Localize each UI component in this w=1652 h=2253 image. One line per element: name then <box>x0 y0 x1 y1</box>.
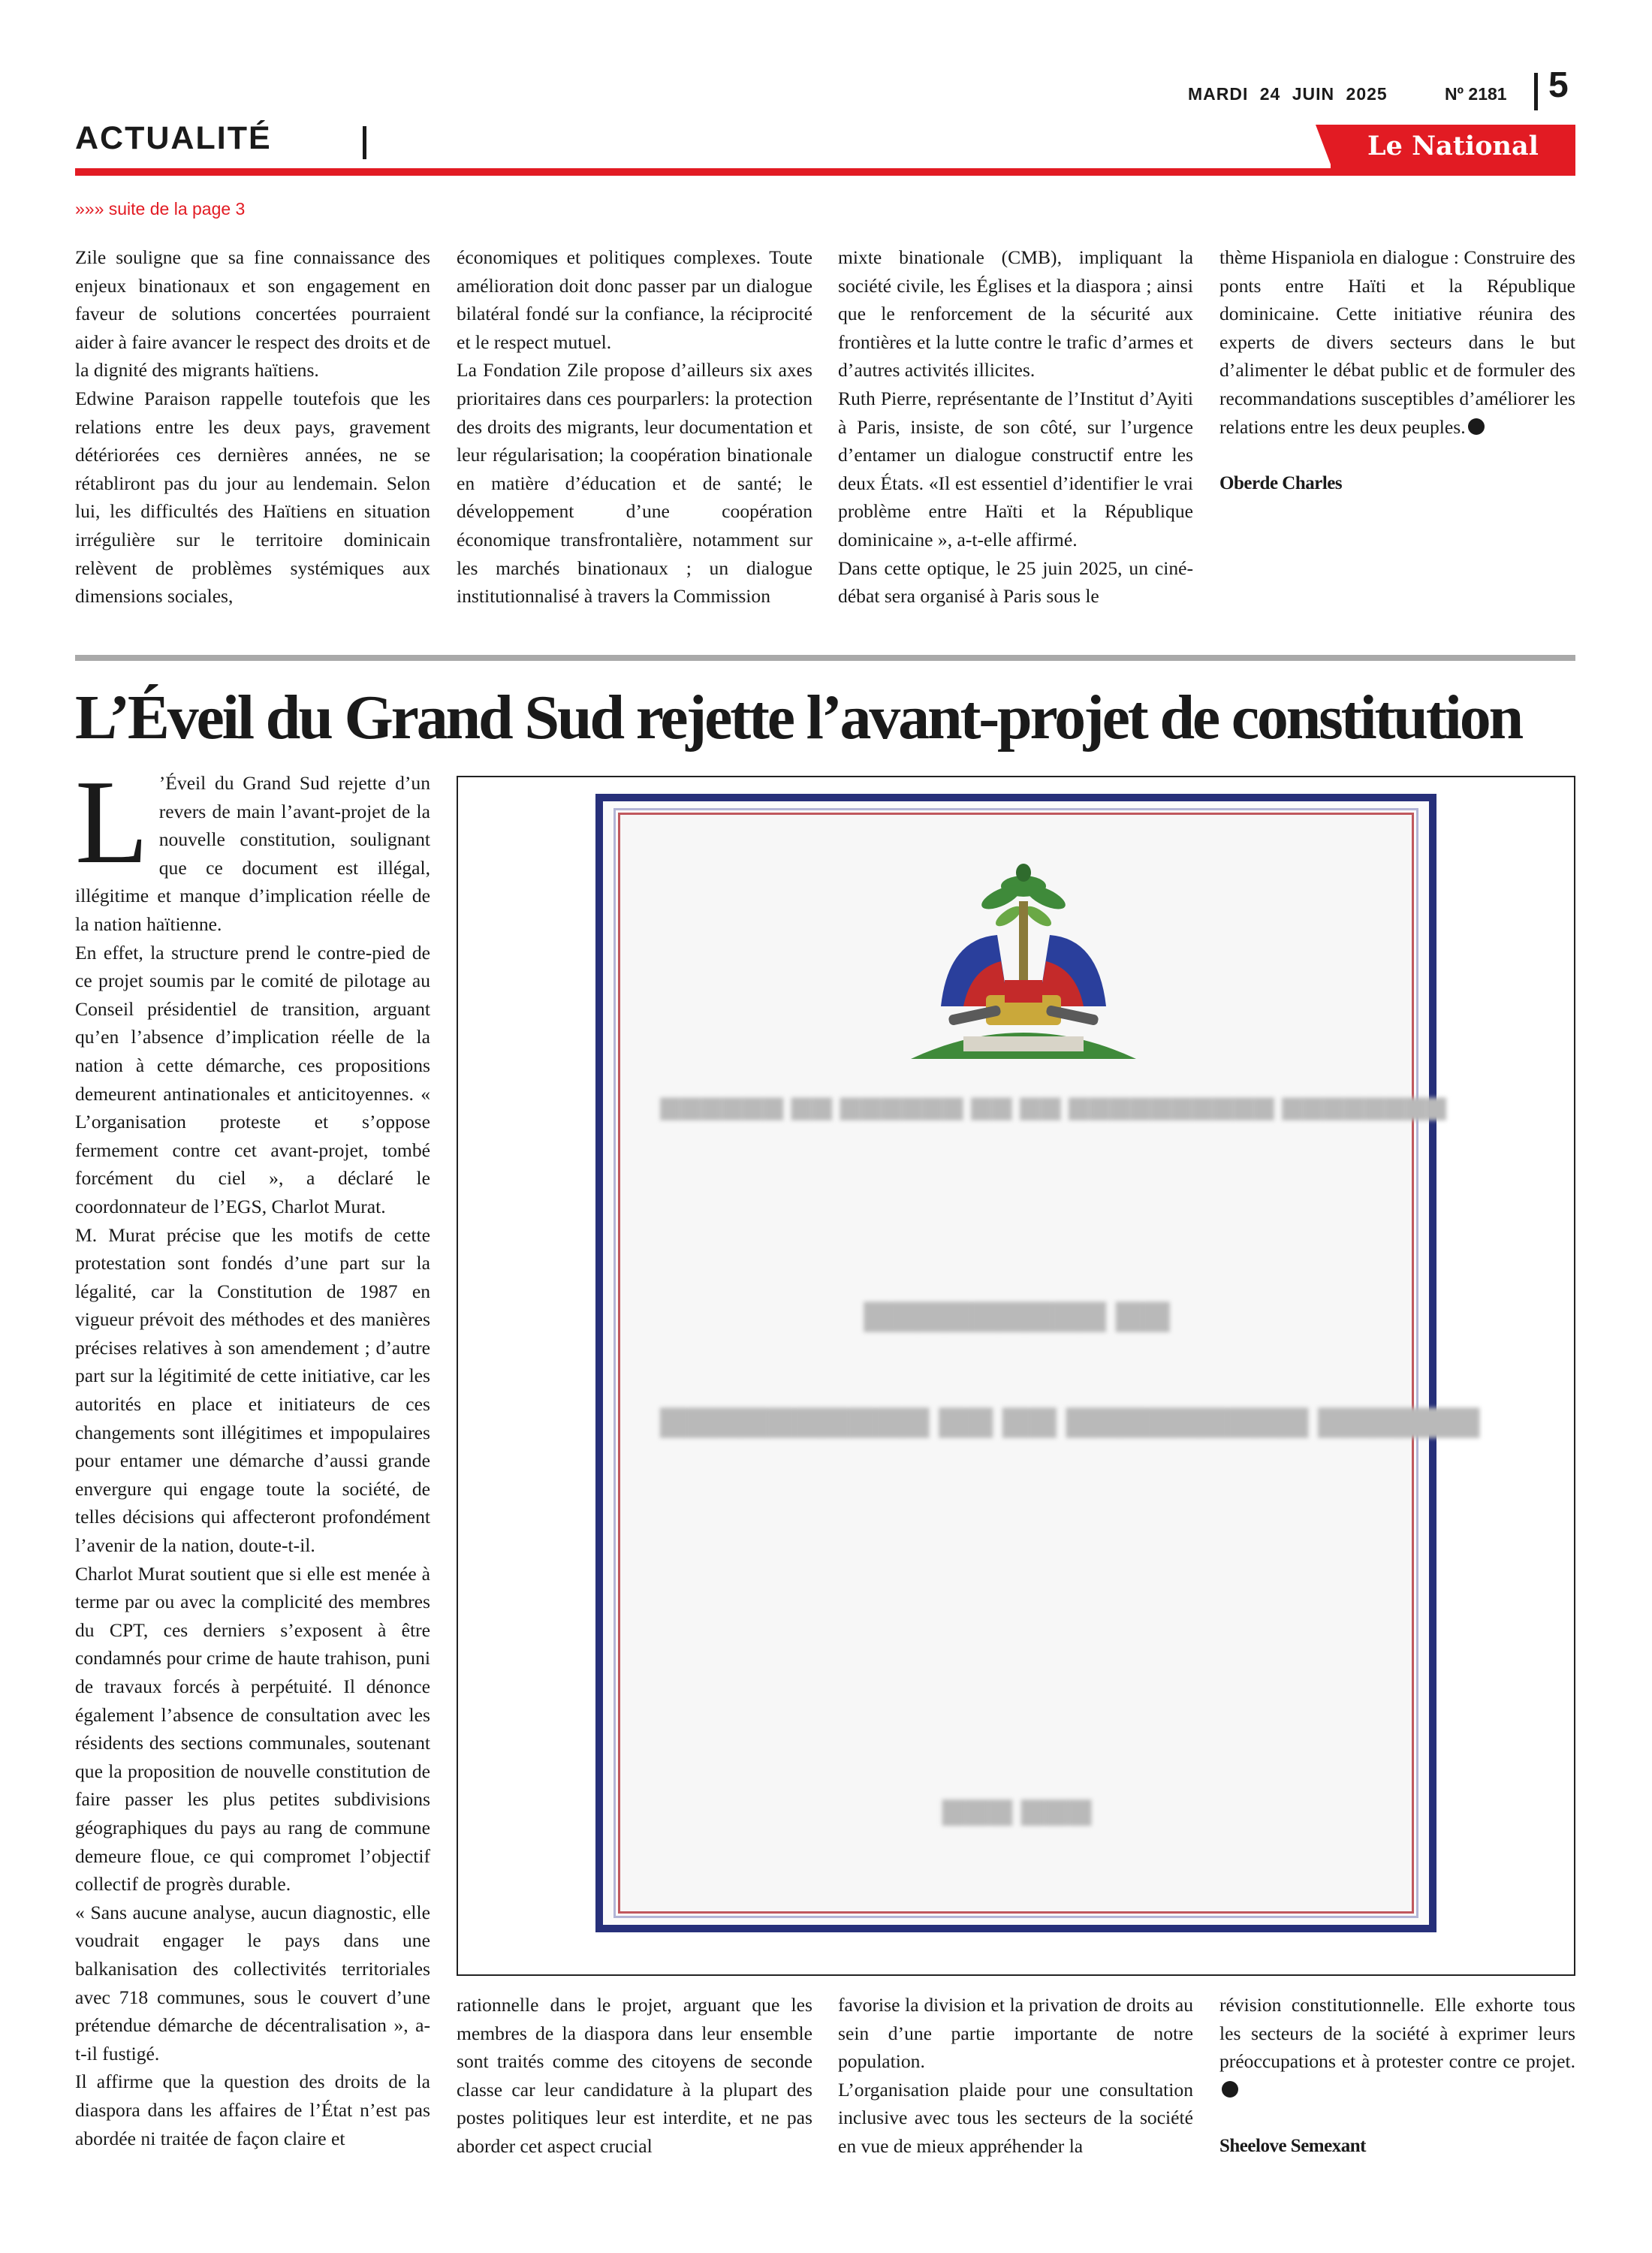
issue-date: MARDI 24 JUIN 2025 <box>1188 84 1388 104</box>
paragraph-text: ’Éveil du Grand Sud rejette d’un revers de main l’avant-projet de la nouvelle constitution, soulignant que ce document est illégal, illégitime et manque d’implication réelle de la nation haïtienne. <box>75 772 430 935</box>
section-divider <box>363 126 366 159</box>
paragraph: rationnelle dans le projet, arguant que les membres de la diaspora dans leur ensemble sont traités comme des citoyens de seconde classe car leur candidature à la plupart des postes politiques leur est interdite, et ne pas aborder cet aspect crucial <box>457 1994 812 2157</box>
paragraph: En effet, la structure prend le contre-pied de ce projet soumis par le comité de pilotage au Conseil présidentiel de transition, arguant qu’en l’absence d’implication réelle de la nation à cette démarche, ces propositions demeurent antinationales et anticitoyennes. « L’organisation proteste et s’oppose fermement contre cet avant-projet, tombé forcément du ciel », a déclaré le coordonnateur de l’EGS, Charlot Murat. <box>75 941 430 1217</box>
document-title-blurred: ▆▆▆▆▆▆▆▆▆ ▆▆ <box>864 1294 1171 1331</box>
paragraph: Zile souligne que sa fine connaissance des enjeux binationaux et son engagement en faveur de solutions concertées pourraient aider à faire avancer le respect des droits et de la dignité des migrants haïtiens. <box>75 246 430 382</box>
issue-number: Nº 2181 <box>1445 84 1507 104</box>
continued-column-4 <box>1219 243 1575 498</box>
article-separator <box>75 655 1575 661</box>
document-subtitle-blurred: ▆▆▆▆▆▆▆▆▆▆ ▆▆ ▆▆ ▆▆▆▆▆▆▆▆▆ ▆▆▆▆▆▆ <box>661 1400 1481 1437</box>
paragraph: Edwine Paraison rappelle toutefois que les relations entre les deux pays, gravement détériorées ces dernières années, ne se rétabliront pas du jour au lendemain. Selon lui, les difficultés des Haïtiens en situation irrégulière sur le territoire dominicain relèvent de problèmes systémiques aux dimensions sociales, <box>75 387 430 608</box>
paragraph: Ruth Pierre, représentante de l’Institut d’Ayiti à Paris, insiste, de son côté, sur l’urgence d’entamer un dialogue constructif entre les deux États. «Il est essentiel d’identifier le vrai problème entre Haïti et la République dominicaine », a-t-elle affirmé. <box>838 387 1193 550</box>
paragraph: La Fondation Zile propose d’ailleurs six axes prioritaires dans ces pourparlers: la protection des droits des migrants, leur documentation et leur régularisation; la coopération binationale en matière d’éducation et de santé; le développement d’une coopération économique transfrontalière, notamment sur les marchés binationaux ; un dialogue institutionnalisé à travers la Commission <box>457 359 812 608</box>
paragraph: économiques et politiques complexes. Toute amélioration doit donc passer par un dialogue bilatéral fondé sur la confiance, la réciprocité et le respect mutuel. <box>457 246 812 353</box>
article-column-1 <box>75 755 430 2152</box>
continued-column-2 <box>457 243 812 611</box>
haiti-coat-of-arms-icon <box>896 856 1151 1074</box>
end-mark-icon <box>1222 2081 1238 2098</box>
document-date-blurred: ▆▆▆ ▆▆▆ <box>942 1793 1093 1825</box>
paragraph: « Sans aucune analyse, aucun diagnostic, elle voudrait engager le pays dans une balkanisation des collectivités territoriales avec 718 communes, sous le couvert d’une prétendue démarche de décentralisation », a-t-il fustigé. <box>75 1901 430 2064</box>
byline: Sheelove Semexant <box>1219 2136 1366 2157</box>
document-header-blurred: ▆▆▆▆▆▆ ▆▆ ▆▆▆▆▆▆ ▆▆ ▆▆ ▆▆▆▆▆▆▆▆▆▆ ▆▆▆▆▆▆▆▆ <box>661 1093 1448 1120</box>
paragraph: mixte binationale (CMB), impliquant la société civile, les Églises et la diaspora ; ainsi que le renforcement de la sécurité aux frontières et la lutte contre le trafic d’armes et d’autres activités illicites. <box>838 246 1193 382</box>
paragraph: Dans cette optique, le 25 juin 2025, un ciné-débat sera organisé à Paris sous le <box>838 556 1193 608</box>
continued-column-3 <box>838 243 1193 611</box>
header-divider <box>1534 73 1538 110</box>
article-column-2 <box>457 1991 812 2161</box>
continuation-note: »»» suite de la page 3 <box>75 199 246 219</box>
paragraph: L’organisation plaide pour une consultation inclusive avec tous les secteurs de la société en vue de mieux appréhender la <box>838 2078 1193 2157</box>
paragraph-text: révision constitutionnelle. Elle exhorte tous les secteurs de la société à exprimer leurs préoccupations et à protester contre ce projet. <box>1219 1994 1575 2073</box>
header-rule <box>75 168 1575 176</box>
brand-slant <box>1316 125 1332 168</box>
paragraph: M. Murat précise que les motifs de cette protestation sont fondés d’une part sur la légalité, car la Constitution de 1987 en vigueur prévoit des méthodes et des manières précises relatives à son amendement ; d’autre part sur la légitimité de cette initiative, car les autorités en place et initiateurs de ces changements sont illégitimes et impopulaires pour entamer une démarche d’aussi grande envergure qui engage toute la société, de telles décisions qui affecteront profondément l’avenir de la nation, doute-t-il. <box>75 1223 430 1557</box>
byline: Oberde Charles <box>1219 473 1343 494</box>
section-title: ACTUALITÉ <box>75 120 272 156</box>
page-number: 5 <box>1548 65 1569 105</box>
paragraph-text: thème Hispaniola en dialogue : Construire des ponts entre Haïti et la République dominicaine. Cette initiative réunira des experts de divers secteurs dans le but d’alimenter le débat public et de formuler des recommandations susceptibles d’améliorer les relations entre les deux peuples. <box>1219 246 1575 438</box>
end-mark-icon <box>1468 418 1485 435</box>
paragraph: Charlot Murat soutient que si elle est menée à terme par ou avec la complicité des membres du CPT, ces derniers s’exposent à être condamnés pour crime de haute trahison, puni de travaux forcés à perpétuité. Il dénonce également l’absence de consultation avec les résidents des sections communales, soutenant que la proposition de nouvelle constitution de faire passer les plus petites subdivisions géographiques du pays au rang de commune demeure floue, ce qui compromet l’objectif collectif de progrès durable. <box>75 1562 430 1896</box>
paragraph <box>1219 1991 1575 2104</box>
paragraph <box>1219 243 1575 441</box>
continued-column-1 <box>75 243 430 611</box>
paragraph: Il affirme que la question des droits de la diaspora dans les affaires de l’État n’est pas abordée ni traitée de façon claire et <box>75 2071 430 2149</box>
paragraph: favorise la division et la privation de droits au sein d’une partie importante de notre population. <box>838 1994 1193 2073</box>
paragraph <box>75 755 430 939</box>
headline: L’Éveil du Grand Sud rejette l’avant-projet de constitution <box>75 683 1522 753</box>
article-column-4 <box>1219 1991 1575 2161</box>
article-column-3 <box>838 1991 1193 2161</box>
drop-cap: L <box>75 755 149 888</box>
newspaper-brand: Le National <box>1367 131 1539 161</box>
